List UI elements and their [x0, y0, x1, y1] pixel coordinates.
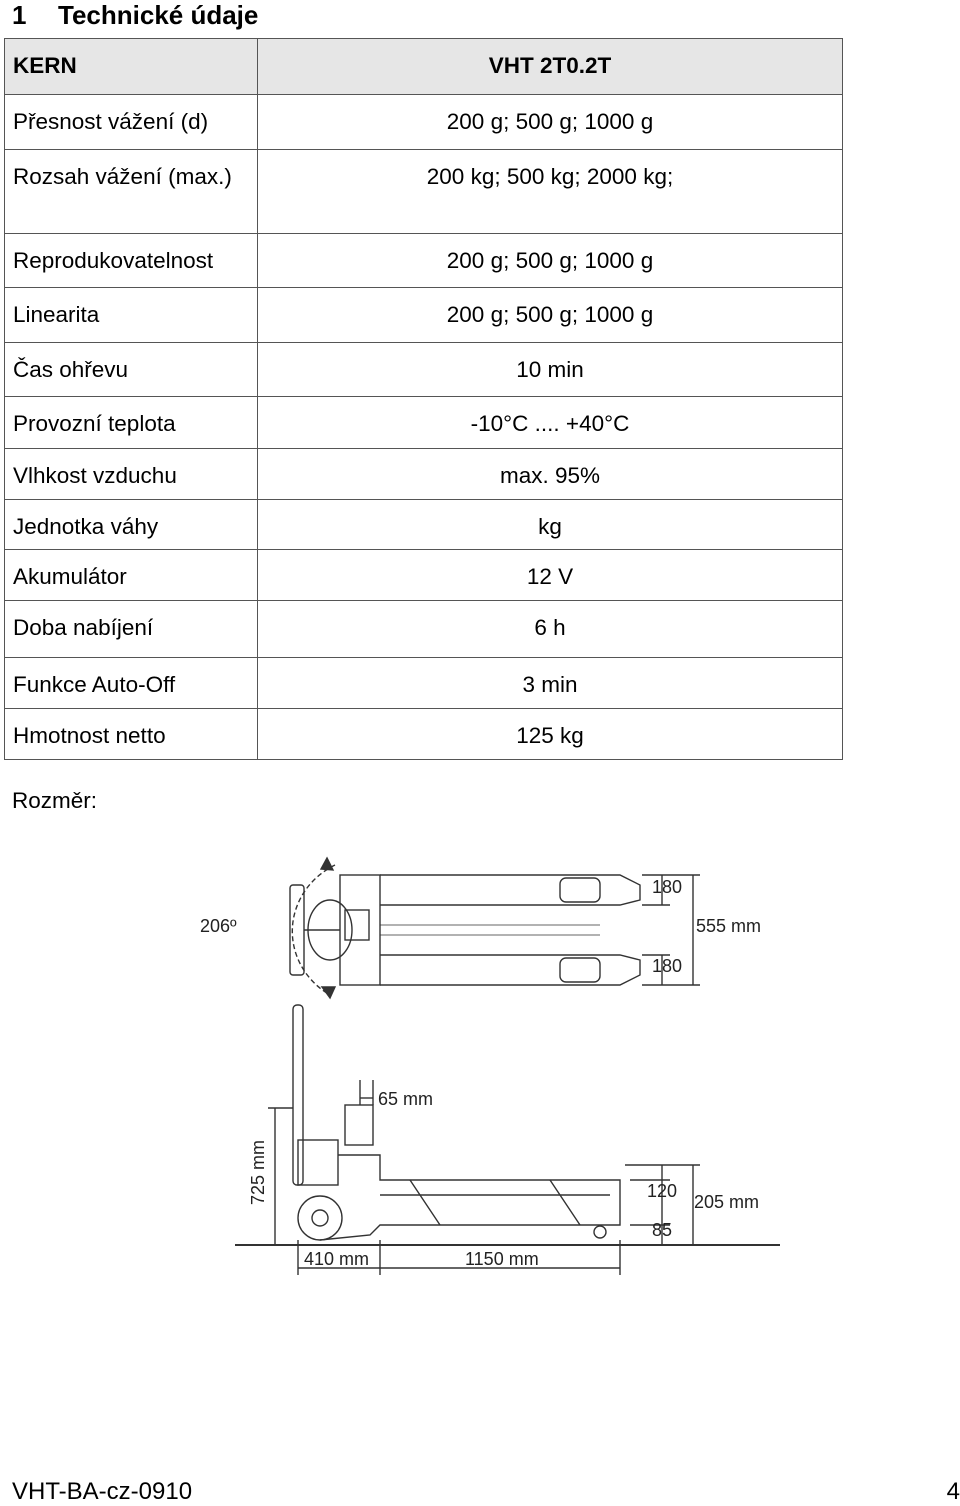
handle-offset-label: 65 mm	[378, 1089, 434, 1109]
row-value: kg	[258, 500, 843, 550]
table-row	[5, 709, 843, 760]
row-label: Přesnost vážení (d)	[5, 95, 258, 150]
fork-length-label: 1150 mm	[465, 1249, 539, 1269]
header-value: VHT 2T0.2T	[258, 39, 843, 95]
section-heading	[12, 0, 258, 31]
row-value: 125 kg	[258, 709, 843, 760]
row-label: Linearita	[5, 288, 258, 343]
total-height-label: 205 mm	[694, 1192, 760, 1212]
row-label: Doba nabíjení	[5, 601, 258, 658]
table-row	[5, 601, 843, 658]
fork-width-bottom-label: 180	[652, 956, 683, 976]
section-title: Technické údaje	[58, 0, 259, 30]
document-id: VHT-BA-cz-0910	[12, 1478, 193, 1505]
table-row	[5, 397, 843, 449]
pallet-truck-drawing	[180, 840, 800, 1290]
row-value: 200 g; 500 g; 1000 g	[258, 288, 843, 343]
table-row	[5, 234, 843, 288]
row-value: 3 min	[258, 658, 843, 709]
row-value: 200 kg; 500 kg; 2000 kg;	[258, 150, 843, 234]
table-row	[5, 95, 843, 150]
fork-width-top-label: 180	[652, 877, 683, 897]
fork-lift-label: 120	[647, 1181, 678, 1201]
hydraulic-body	[298, 1140, 338, 1185]
row-value: 10 min	[258, 343, 843, 397]
angle-label: 206º	[200, 916, 237, 936]
table-row	[5, 343, 843, 397]
handle-height-label: 725 mm	[248, 1139, 268, 1205]
display-unit	[345, 1105, 373, 1145]
spec-table	[4, 38, 843, 760]
row-value: 6 h	[258, 601, 843, 658]
header-label: KERN	[5, 39, 258, 95]
row-value: max. 95%	[258, 449, 843, 500]
row-label: Vlhkost vzduchu	[5, 449, 258, 500]
row-label: Jednotka váhy	[5, 500, 258, 550]
table-row	[5, 449, 843, 500]
arrow-icon	[322, 987, 335, 998]
dimensions-label: Rozměr:	[12, 788, 98, 813]
chassis-top-view	[340, 875, 380, 985]
rear-length-label: 410 mm	[304, 1249, 370, 1269]
row-value: 12 V	[258, 550, 843, 601]
page-number: 4	[946, 1478, 960, 1505]
table-row	[5, 150, 843, 234]
steer-wheel	[298, 1196, 342, 1240]
row-label: Provozní teplota	[5, 397, 258, 449]
row-label: Hmotnost netto	[5, 709, 258, 760]
row-value: -10°C .... +40°C	[258, 397, 843, 449]
total-width-label: 555 mm	[696, 916, 762, 936]
arrow-icon	[321, 858, 333, 870]
table-row	[5, 550, 843, 601]
table-row	[5, 658, 843, 709]
table-row	[5, 288, 843, 343]
row-value: 200 g; 500 g; 1000 g	[258, 234, 843, 288]
row-label: Akumulátor	[5, 550, 258, 601]
row-label: Rozsah vážení (max.)	[5, 150, 258, 234]
row-value: 200 g; 500 g; 1000 g	[258, 95, 843, 150]
fork-low-label: 85	[652, 1220, 673, 1240]
row-label: Reprodukovatelnost	[5, 234, 258, 288]
table-row	[5, 500, 843, 550]
section-number: 1	[12, 0, 27, 30]
row-label: Čas ohřevu	[5, 343, 258, 397]
table-header-row	[5, 39, 843, 95]
row-label: Funkce Auto-Off	[5, 658, 258, 709]
